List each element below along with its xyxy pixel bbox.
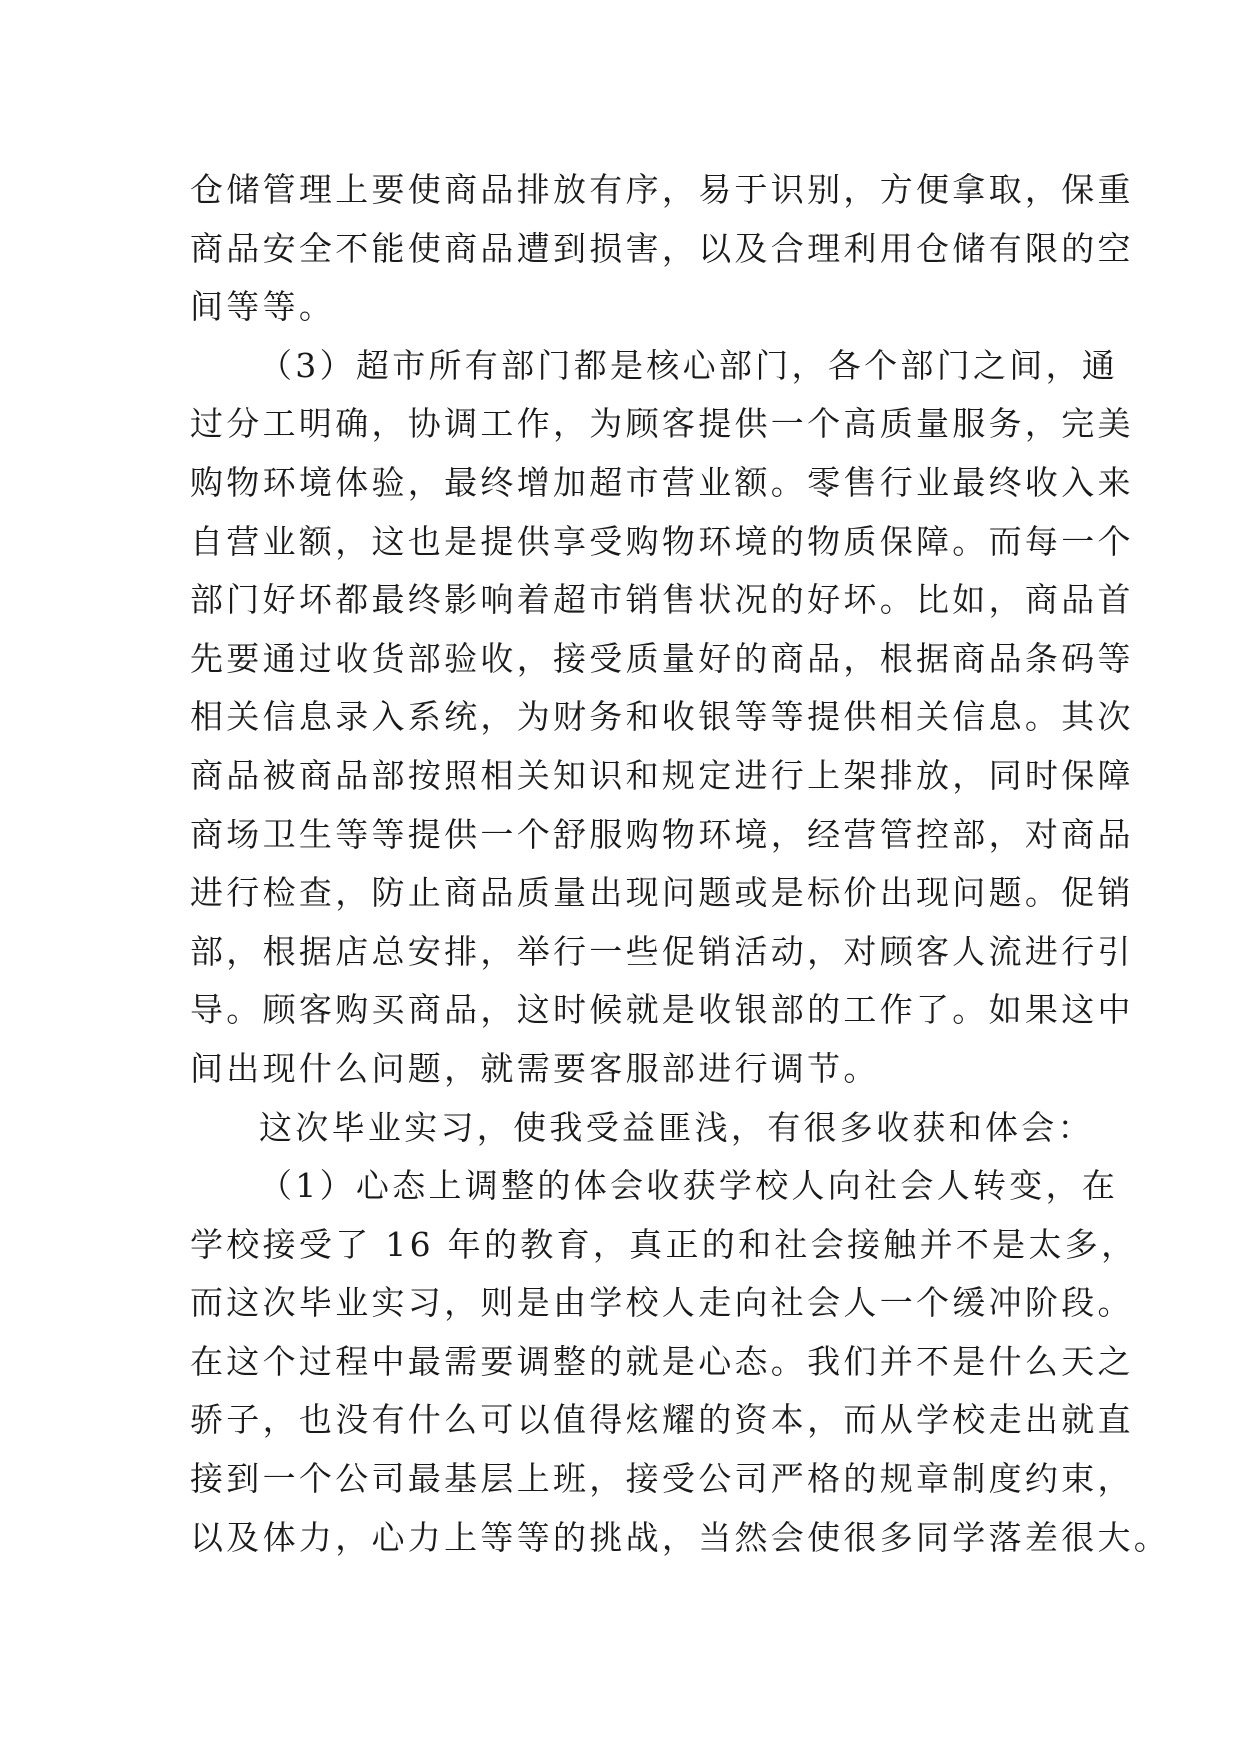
text-line: 间等等。	[190, 287, 336, 327]
text-line: 过分工明确，协调工作，为顾客提供一个高质量服务，完美	[190, 404, 1134, 444]
text-line: 商品被商品部按照相关知识和规定进行上架排放，同时保障	[190, 755, 1134, 795]
text-line: 仓储管理上要使商品排放有序，易于识别，方便拿取，保重	[190, 170, 1134, 209]
paragraph-start-line: （1）心态上调整的体会收获学校人向社会人转变，在	[259, 1166, 1119, 1206]
text-line: 而这次毕业实习，则是由学校人走向社会人一个缓冲阶段。	[190, 1283, 1134, 1323]
text-line: 部，根据店总安排，举行一些促销活动，对顾客人流进行引	[190, 931, 1134, 971]
text-line: 先要通过收货部验收，接受质量好的商品，根据商品条码等	[190, 638, 1134, 678]
text-line: 相关信息录入系统，为财务和收银等等提供相关信息。其次	[190, 697, 1134, 737]
text-line: 在这个过程中最需要调整的就是心态。我们并不是什么天之	[190, 1341, 1134, 1381]
text-line: 接到一个公司最基层上班，接受公司严格的规章制度约束，	[190, 1459, 1134, 1499]
text-line: 部门好坏都最终影响着超市销售状况的好坏。比如，商品首	[190, 580, 1134, 620]
body-text	[190, 161, 1171, 1567]
paragraph-start-line: 这次毕业实习，使我受益匪浅，有很多收获和体会：	[259, 1107, 1094, 1147]
text-line: 骄子，也没有什么可以值得炫耀的资本，而从学校走出就直	[190, 1400, 1134, 1440]
text-line: 商场卫生等等提供一个舒服购物环境，经营管控部，对商品	[190, 814, 1134, 854]
text-line: 以及体力，心力上等等的挑战，当然会使很多同学落差很大。	[190, 1517, 1171, 1557]
text-line: 学校接受了 16 年的教育，真正的和社会接触并不是太多，	[190, 1224, 1138, 1264]
text-line: 进行检查，防止商品质量出现问题或是标价出现问题。促销	[190, 873, 1134, 913]
paragraph-start-line: （3）超市所有部门都是核心部门，各个部门之间，通	[259, 345, 1119, 385]
text-line: 购物环境体验，最终增加超市营业额。零售行业最终收入来	[190, 462, 1134, 502]
text-line: 自营业额，这也是提供享受购物环境的物质保障。而每一个	[190, 521, 1134, 561]
text-line: 商品安全不能使商品遭到损害，以及合理利用仓储有限的空	[190, 228, 1134, 268]
text-line: 导。顾客购买商品，这时候就是收银部的工作了。如果这中	[190, 990, 1134, 1030]
text-line: 间出现什么问题，就需要客服部进行调节。	[190, 1048, 880, 1088]
